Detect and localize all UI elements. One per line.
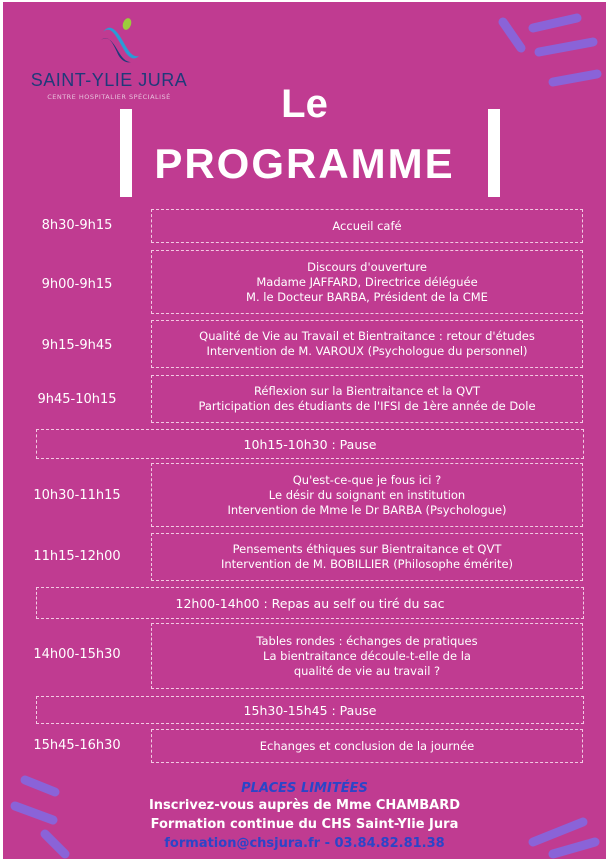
schedule-row <box>3 250 606 314</box>
schedule-time: 14h00-15h30 <box>33 647 121 662</box>
logo-mark-icon <box>97 18 147 68</box>
schedule-line: Intervention de M. BOBILLIER (Philosophe émérite) <box>220 557 514 571</box>
schedule-line: Le désir du soignant en institution <box>268 487 466 502</box>
pause-row: 12h00-14h00 : Repas au self ou tiré du sac <box>36 587 584 619</box>
title-line-1: Le <box>281 82 328 126</box>
schedule-row <box>3 320 606 368</box>
footer-line-1: Inscrivez-vous auprès de Mme CHAMBARD <box>148 798 461 813</box>
schedule-time: 9h00-9h15 <box>41 277 113 292</box>
schedule-row <box>3 209 606 243</box>
schedule-time: 9h15-9h45 <box>41 338 113 353</box>
poster <box>3 2 606 859</box>
footer-heading: PLACES LIMITÉES <box>241 781 368 796</box>
schedule-line: Echanges et conclusion de la journée <box>259 738 475 753</box>
pause-row: 10h15-10h30 : Pause <box>36 429 584 459</box>
schedule-line: La bientraitance découle-t-elle de la <box>263 648 471 663</box>
schedule-line: Participation des étudiants de l'IFSI de 1ère année de Dole <box>198 399 536 413</box>
schedule-box <box>151 320 583 368</box>
pause-row: 15h30-15h45 : Pause <box>36 696 584 724</box>
logo-subtitle: CENTRE HOSPITALIER SPÉCIALISÉ <box>47 93 171 101</box>
schedule-box <box>151 463 583 527</box>
schedule-time: 9h45-10h15 <box>37 392 117 407</box>
schedule-box <box>151 209 583 243</box>
footer-line-2: Formation continue du CHS Saint-Ylie Jura <box>150 817 459 832</box>
schedule-line: Réflexion sur la Bientraitance et la QVT <box>253 384 481 398</box>
schedule-row <box>3 729 606 763</box>
schedule-row <box>3 533 606 581</box>
schedule-row <box>3 623 606 689</box>
schedule-time: 8h30-9h15 <box>41 218 113 233</box>
schedule-time: 15h45-16h30 <box>33 738 121 753</box>
schedule-time: 10h30-11h15 <box>33 488 121 503</box>
schedule-box <box>151 623 583 689</box>
schedule-row <box>3 463 606 527</box>
schedule-line: Accueil café <box>332 218 402 233</box>
title-line-2: PROGRAMME <box>154 140 455 187</box>
schedule-box <box>151 533 583 581</box>
schedule-time: 11h15-12h00 <box>33 549 121 564</box>
schedule-box <box>151 375 583 423</box>
schedule-line: Pensements éthiques sur Bientraitance et QVT <box>232 542 502 556</box>
schedule-line: Intervention de M. VAROUX (Psychologue du personnel) <box>206 344 528 358</box>
schedule-line: Qu'est-ce-que je fous ici ? <box>292 472 442 487</box>
schedule-line: Qualité de Vie au Travail et Bientraitance : retour d'études <box>199 329 535 343</box>
schedule-row <box>3 375 606 423</box>
schedule-line: Intervention de Mme le Dr BARBA (Psychologue) <box>227 502 507 517</box>
schedule-line: Discours d'ouverture <box>307 259 427 274</box>
footer-contact[interactable]: formation@chsjura.fr - 03.84.82.81.38 <box>164 836 445 851</box>
schedule-box <box>151 250 583 314</box>
schedule-line: M. le Docteur BARBA, Président de la CME <box>246 289 488 304</box>
schedule-box <box>151 729 583 763</box>
schedule-line: Madame JAFFARD, Directrice déléguée <box>256 274 478 289</box>
schedule-line: qualité de vie au travail ? <box>293 663 441 678</box>
logo-name: SAINT-YLIE JURA <box>30 70 188 90</box>
schedule-line: Tables rondes : échanges de pratiques <box>256 633 478 648</box>
